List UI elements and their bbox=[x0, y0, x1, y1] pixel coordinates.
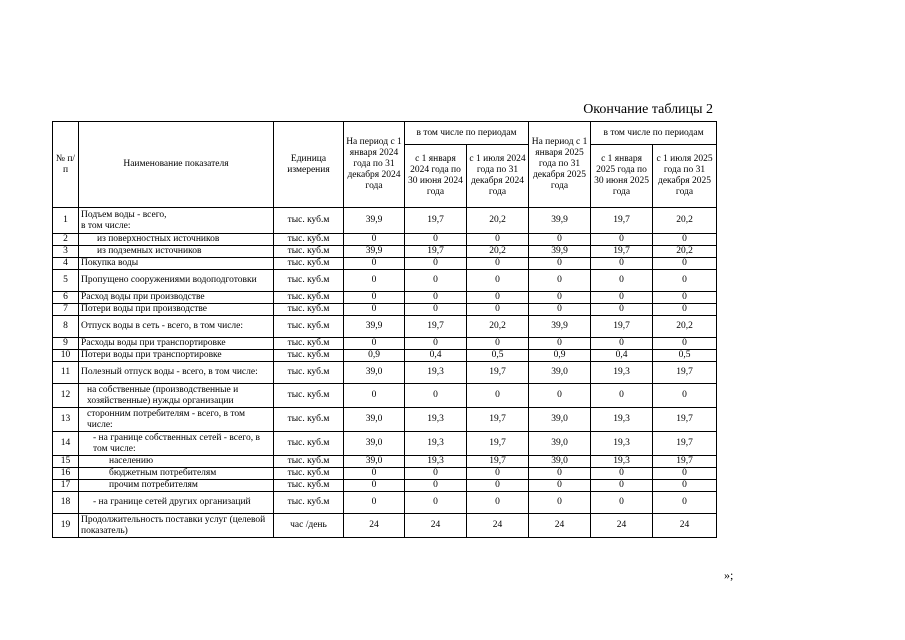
row-name: бюджетным потребителям bbox=[79, 468, 274, 480]
row-value: 0 bbox=[467, 338, 529, 350]
row-value: 39,9 bbox=[529, 246, 591, 258]
row-value: 0 bbox=[653, 468, 717, 480]
row-value: 24 bbox=[344, 514, 405, 538]
row-value: 0 bbox=[467, 468, 529, 480]
row-name: Расход воды при производстве bbox=[79, 292, 274, 304]
row-value: 0 bbox=[405, 468, 467, 480]
row-value: 19,7 bbox=[653, 408, 717, 432]
header-2024-h2: с 1 июля 2024 года по 31 декабря 2024 года bbox=[467, 145, 529, 208]
row-unit: тыс. куб.м bbox=[274, 480, 344, 492]
row-value: 20,2 bbox=[467, 316, 529, 338]
row-value: 0 bbox=[591, 468, 653, 480]
row-value: 0 bbox=[529, 234, 591, 246]
row-number: 10 bbox=[53, 350, 79, 362]
table-body bbox=[53, 208, 717, 538]
row-value: 0 bbox=[467, 304, 529, 316]
row-name: Расходы воды при транспортировке bbox=[79, 338, 274, 350]
row-value: 0 bbox=[653, 480, 717, 492]
row-value: 19,3 bbox=[405, 432, 467, 456]
row-unit: тыс. куб.м bbox=[274, 258, 344, 270]
row-value: 19,3 bbox=[405, 456, 467, 468]
row-value: 0 bbox=[653, 492, 717, 514]
row-value: 0 bbox=[344, 492, 405, 514]
row-number: 15 bbox=[53, 456, 79, 468]
row-value: 0 bbox=[344, 338, 405, 350]
row-value: 19,7 bbox=[467, 362, 529, 384]
row-value: 19,3 bbox=[591, 456, 653, 468]
row-value: 0 bbox=[653, 234, 717, 246]
row-value: 19,7 bbox=[405, 316, 467, 338]
row-value: 19,7 bbox=[591, 208, 653, 234]
row-value: 0 bbox=[467, 384, 529, 408]
row-number: 11 bbox=[53, 362, 79, 384]
row-value: 0 bbox=[344, 384, 405, 408]
row-number: 1 bbox=[53, 208, 79, 234]
row-value: 39,9 bbox=[344, 246, 405, 258]
row-value: 39,9 bbox=[344, 316, 405, 338]
row-name: на собственные (производственные и хозяйственные) нужды организации bbox=[79, 384, 274, 408]
row-name: населению bbox=[79, 456, 274, 468]
row-unit: тыс. куб.м bbox=[274, 456, 344, 468]
row-value: 0 bbox=[591, 304, 653, 316]
header-incl-2024: в том числе по периодам bbox=[405, 122, 529, 145]
table-row bbox=[53, 246, 717, 258]
table-row bbox=[53, 316, 717, 338]
table-row bbox=[53, 468, 717, 480]
row-name: Отпуск воды в сеть - всего, в том числе: bbox=[79, 316, 274, 338]
row-number: 4 bbox=[53, 258, 79, 270]
row-number: 3 bbox=[53, 246, 79, 258]
header-2025-h2: с 1 июля 2025 года по 31 декабря 2025 года bbox=[653, 145, 717, 208]
row-unit: тыс. куб.м bbox=[274, 304, 344, 316]
row-value: 0 bbox=[405, 384, 467, 408]
row-value: 20,2 bbox=[467, 208, 529, 234]
row-value: 0 bbox=[405, 492, 467, 514]
row-name: - на границе собственных сетей - всего, в том числе: bbox=[79, 432, 274, 456]
row-value: 0,5 bbox=[467, 350, 529, 362]
row-unit: тыс. куб.м bbox=[274, 408, 344, 432]
table-row bbox=[53, 480, 717, 492]
row-value: 39,9 bbox=[529, 316, 591, 338]
row-unit: тыс. куб.м bbox=[274, 362, 344, 384]
table-row bbox=[53, 292, 717, 304]
row-value: 0 bbox=[405, 304, 467, 316]
row-name: Подъем воды - всего, в том числе: bbox=[79, 208, 274, 234]
row-unit: тыс. куб.м bbox=[274, 468, 344, 480]
table-row bbox=[53, 384, 717, 408]
row-unit: час /день bbox=[274, 514, 344, 538]
row-name: прочим потребителям bbox=[79, 480, 274, 492]
row-value: 0 bbox=[529, 492, 591, 514]
row-value: 0 bbox=[467, 480, 529, 492]
row-value: 39,0 bbox=[344, 362, 405, 384]
row-name: Потери воды при транспортировке bbox=[79, 350, 274, 362]
table-row bbox=[53, 208, 717, 234]
row-value: 0 bbox=[529, 468, 591, 480]
row-value: 0 bbox=[467, 270, 529, 292]
row-number: 16 bbox=[53, 468, 79, 480]
row-unit: тыс. куб.м bbox=[274, 246, 344, 258]
table-row bbox=[53, 432, 717, 456]
row-number: 13 bbox=[53, 408, 79, 432]
row-value: 0 bbox=[591, 384, 653, 408]
row-value: 39,0 bbox=[344, 456, 405, 468]
table-row bbox=[53, 270, 717, 292]
table-row bbox=[53, 234, 717, 246]
row-unit: тыс. куб.м bbox=[274, 432, 344, 456]
row-value: 20,2 bbox=[653, 208, 717, 234]
row-value: 19,7 bbox=[591, 246, 653, 258]
row-value: 0 bbox=[529, 480, 591, 492]
row-value: 19,7 bbox=[405, 246, 467, 258]
row-value: 0 bbox=[591, 292, 653, 304]
row-value: 19,7 bbox=[653, 432, 717, 456]
row-number: 19 bbox=[53, 514, 79, 538]
row-value: 0,9 bbox=[344, 350, 405, 362]
table-row bbox=[53, 408, 717, 432]
row-value: 0 bbox=[653, 304, 717, 316]
row-unit: тыс. куб.м bbox=[274, 316, 344, 338]
row-value: 19,7 bbox=[467, 432, 529, 456]
row-value: 0 bbox=[467, 492, 529, 514]
row-value: 0 bbox=[405, 234, 467, 246]
row-value: 0 bbox=[529, 384, 591, 408]
table-row bbox=[53, 338, 717, 350]
row-value: 19,7 bbox=[653, 456, 717, 468]
row-value: 0 bbox=[529, 338, 591, 350]
row-number: 9 bbox=[53, 338, 79, 350]
row-value: 0 bbox=[591, 480, 653, 492]
row-value: 0 bbox=[344, 270, 405, 292]
row-value: 0 bbox=[344, 292, 405, 304]
row-name: Пропущено сооружениями водоподготовки bbox=[79, 270, 274, 292]
row-value: 0 bbox=[405, 258, 467, 270]
row-unit: тыс. куб.м bbox=[274, 234, 344, 246]
row-value: 24 bbox=[467, 514, 529, 538]
row-value: 0,9 bbox=[529, 350, 591, 362]
row-value: 19,7 bbox=[467, 408, 529, 432]
row-number: 17 bbox=[53, 480, 79, 492]
row-value: 19,3 bbox=[591, 432, 653, 456]
row-value: 0 bbox=[653, 292, 717, 304]
closing-quote: »; bbox=[724, 568, 734, 582]
header-name: Наименование показателя bbox=[79, 122, 274, 208]
row-value: 0 bbox=[467, 234, 529, 246]
table-row bbox=[53, 456, 717, 468]
table-row bbox=[53, 362, 717, 384]
row-value: 0 bbox=[591, 338, 653, 350]
row-value: 19,7 bbox=[653, 362, 717, 384]
row-value: 39,0 bbox=[344, 408, 405, 432]
row-value: 0 bbox=[653, 270, 717, 292]
table-row bbox=[53, 304, 717, 316]
row-number: 7 bbox=[53, 304, 79, 316]
row-number: 12 bbox=[53, 384, 79, 408]
row-name: из поверхностных источников bbox=[79, 234, 274, 246]
row-value: 0 bbox=[467, 292, 529, 304]
row-number: 6 bbox=[53, 292, 79, 304]
row-value: 20,2 bbox=[467, 246, 529, 258]
row-name: из подземных источников bbox=[79, 246, 274, 258]
row-value: 0,4 bbox=[405, 350, 467, 362]
row-unit: тыс. куб.м bbox=[274, 338, 344, 350]
row-value: 19,7 bbox=[405, 208, 467, 234]
row-value: 0 bbox=[344, 258, 405, 270]
row-name: сторонним потребителям - всего, в том числе: bbox=[79, 408, 274, 432]
row-name: Покупка воды bbox=[79, 258, 274, 270]
header-period-2024: На период с 1 января 2024 года по 31 декабря 2024 года bbox=[344, 122, 405, 208]
row-value: 0 bbox=[405, 270, 467, 292]
row-name: - на границе сетей других организаций bbox=[79, 492, 274, 514]
row-value: 0 bbox=[653, 258, 717, 270]
row-value: 0,5 bbox=[653, 350, 717, 362]
table-row bbox=[53, 492, 717, 514]
row-value: 0 bbox=[344, 234, 405, 246]
row-value: 0 bbox=[405, 338, 467, 350]
row-value: 0 bbox=[529, 258, 591, 270]
row-unit: тыс. куб.м bbox=[274, 292, 344, 304]
row-number: 2 bbox=[53, 234, 79, 246]
row-value: 19,3 bbox=[591, 408, 653, 432]
row-number: 14 bbox=[53, 432, 79, 456]
row-value: 39,9 bbox=[529, 208, 591, 234]
header-incl-2025: в том числе по периодам bbox=[591, 122, 717, 145]
row-value: 0 bbox=[405, 480, 467, 492]
row-value: 0 bbox=[529, 292, 591, 304]
row-value: 19,3 bbox=[591, 362, 653, 384]
row-value: 20,2 bbox=[653, 316, 717, 338]
row-value: 0 bbox=[529, 270, 591, 292]
row-value: 0 bbox=[344, 480, 405, 492]
row-value: 24 bbox=[653, 514, 717, 538]
row-value: 0 bbox=[529, 304, 591, 316]
row-number: 18 bbox=[53, 492, 79, 514]
row-value: 0 bbox=[405, 292, 467, 304]
row-number: 5 bbox=[53, 270, 79, 292]
row-value: 19,7 bbox=[467, 456, 529, 468]
row-value: 20,2 bbox=[653, 246, 717, 258]
row-unit: тыс. куб.м bbox=[274, 492, 344, 514]
row-number: 8 bbox=[53, 316, 79, 338]
row-name: Полезный отпуск воды - всего, в том числе: bbox=[79, 362, 274, 384]
row-unit: тыс. куб.м bbox=[274, 270, 344, 292]
row-value: 0 bbox=[591, 258, 653, 270]
header-period-2025: На период с 1 января 2025 года по 31 декабря 2025 года bbox=[529, 122, 591, 208]
row-value: 39,0 bbox=[529, 432, 591, 456]
row-value: 0 bbox=[591, 492, 653, 514]
row-value: 39,0 bbox=[529, 408, 591, 432]
row-value: 19,7 bbox=[591, 316, 653, 338]
row-unit: тыс. куб.м bbox=[274, 350, 344, 362]
header-unit: Единица измерения bbox=[274, 122, 344, 208]
row-value: 0 bbox=[653, 384, 717, 408]
row-value: 0 bbox=[653, 338, 717, 350]
table-row bbox=[53, 258, 717, 270]
row-value: 39,9 bbox=[344, 208, 405, 234]
row-value: 24 bbox=[529, 514, 591, 538]
row-value: 19,3 bbox=[405, 408, 467, 432]
row-unit: тыс. куб.м bbox=[274, 384, 344, 408]
row-value: 24 bbox=[591, 514, 653, 538]
row-value: 0 bbox=[591, 270, 653, 292]
row-value: 0 bbox=[467, 258, 529, 270]
header-2024-h1: с 1 января 2024 года по 30 июня 2024 года bbox=[405, 145, 467, 208]
row-value: 0 bbox=[344, 468, 405, 480]
table-row bbox=[53, 514, 717, 538]
row-value: 24 bbox=[405, 514, 467, 538]
header-num: № п/п bbox=[53, 122, 79, 208]
row-value: 0,4 bbox=[591, 350, 653, 362]
row-unit: тыс. куб.м bbox=[274, 208, 344, 234]
row-value: 39,0 bbox=[529, 456, 591, 468]
table-caption: Окончание таблицы 2 bbox=[583, 102, 713, 117]
row-value: 0 bbox=[591, 234, 653, 246]
row-value: 19,3 bbox=[405, 362, 467, 384]
water-balance-table bbox=[52, 121, 717, 538]
row-value: 39,0 bbox=[529, 362, 591, 384]
row-name: Продолжительность поставки услуг (целевой показатель) bbox=[79, 514, 274, 538]
header-2025-h1: с 1 января 2025 года по 30 июня 2025 года bbox=[591, 145, 653, 208]
table-row bbox=[53, 350, 717, 362]
row-value: 39,0 bbox=[344, 432, 405, 456]
row-name: Потери воды при производстве bbox=[79, 304, 274, 316]
row-value: 0 bbox=[344, 304, 405, 316]
